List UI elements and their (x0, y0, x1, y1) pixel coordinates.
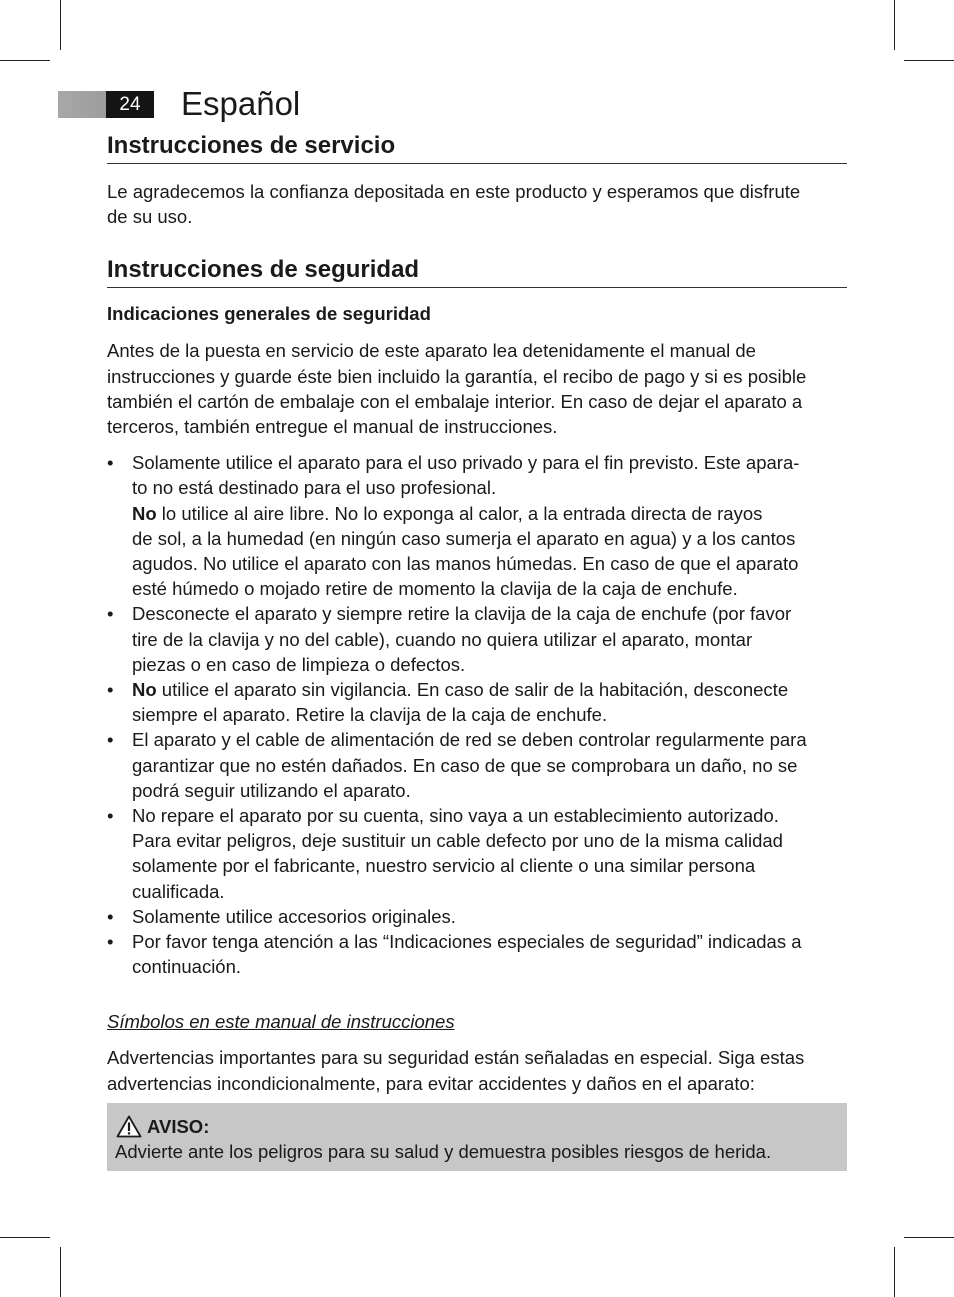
crop-mark (894, 0, 895, 50)
text-line (132, 677, 847, 702)
safety-intro (107, 338, 847, 439)
text-line (132, 954, 847, 979)
emphasis-text: No (132, 502, 157, 524)
text-line (132, 475, 847, 500)
text-line (132, 702, 847, 727)
text-line (132, 753, 847, 778)
language-title: Español (181, 85, 301, 122)
bullet-marker: • (107, 603, 114, 625)
safety-bullet-item (107, 727, 847, 803)
warning-text: Advierte ante los peligros para su salud y demuestra posibles riesgos de herida. (115, 1140, 772, 1162)
warning-box (107, 1103, 847, 1171)
text-line: advertencias incondicionalmente, para evitar accidentes y daños en el aparato: (107, 1072, 755, 1094)
warning-triangle-icon (116, 1115, 142, 1138)
emphasis-text: No (132, 679, 157, 701)
text-line: Antes de la puesta en servicio de este aparato lea detenidamente el manual de (107, 340, 756, 362)
line-text: Desconecte el aparato y siempre retire la clavija de la caja de enchufe (por favor (132, 603, 792, 625)
bullet-marker: • (107, 452, 114, 474)
line-text: continuación. (132, 956, 242, 978)
line-text: utilice el aparato sin vigilancia. En caso de salir de la habitación, desconecte (156, 679, 789, 701)
page-content (107, 128, 847, 1171)
line-text: Solamente utilice el aparato para el uso privado y para el fin previsto. Este apara- (132, 452, 800, 474)
line-text: El aparato y el cable de alimentación de red se deben controlar regularmente para (132, 729, 807, 751)
line-text: tire de la clavija y no del cable), cuando no quiera utilizar el aparato, montar (132, 628, 753, 650)
text-line (132, 652, 847, 677)
line-text: siempre el aparato. Retire la clavija de la caja de enchufe. (132, 704, 608, 726)
bullet-marker: • (107, 905, 114, 927)
bullet-marker: • (107, 931, 114, 953)
crop-mark (0, 1237, 50, 1238)
crop-mark (60, 0, 61, 50)
text-line (132, 904, 847, 929)
line-text: piezas o en caso de limpieza o defectos. (132, 653, 466, 675)
line-text: Solamente utilice accesorios originales. (132, 905, 456, 927)
service-heading: Instrucciones de servicio (107, 131, 847, 164)
safety-subheading: Indicaciones generales de seguridad (107, 303, 431, 325)
page-number: 24 (106, 91, 154, 118)
text-line: Le agradecemos la confianza depositada en este producto y esperamos que disfrute (107, 181, 801, 202)
line-text: cualificada. (132, 880, 225, 902)
line-text: podrá seguir utilizando el aparato. (132, 779, 411, 801)
safety-bullet-item (107, 904, 847, 929)
safety-bullet-item (107, 677, 847, 727)
crop-mark (0, 60, 50, 61)
text-line: de su uso. (107, 206, 193, 228)
safety-bullet-item (107, 929, 847, 979)
text-line (132, 551, 847, 576)
line-text: No repare el aparato por su cuenta, sino vaya a un establecimiento autorizado. (132, 805, 779, 827)
safety-bullet-list (107, 450, 847, 979)
text-line (132, 601, 847, 626)
symbols-paragraph (107, 1045, 847, 1095)
text-line (132, 627, 847, 652)
bullet-marker: • (107, 679, 114, 701)
line-text: Por favor tenga atención a las “Indicaciones especiales de seguridad” indicadas a (132, 931, 802, 953)
bullet-marker: • (107, 805, 114, 827)
text-line: terceros, también entregue el manual de instrucciones. (107, 416, 558, 438)
line-text: agudos. No utilice el aparato con las manos húmedas. En caso de que el aparato (132, 553, 799, 575)
crop-mark (60, 1247, 61, 1297)
text-line (132, 576, 847, 601)
line-text: garantizar que no estén dañados. En caso de que se comprobara un daño, no se (132, 754, 798, 776)
safety-bullet-item (107, 450, 847, 601)
line-text: Para evitar peligros, deje sustituir un cable defecto por uno de la misma calidad (132, 830, 783, 852)
service-intro (107, 179, 847, 229)
symbols-heading: Símbolos en este manual de instrucciones (107, 1011, 455, 1033)
text-line (132, 853, 847, 878)
crop-mark (904, 1237, 954, 1238)
text-line: instrucciones y guarde éste bien incluido la garantía, el recibo de pago y si es posible (107, 365, 807, 387)
line-text: to no está destinado para el uso profesional. (132, 477, 497, 499)
text-line (132, 450, 847, 475)
warning-title (115, 1115, 839, 1139)
line-text: esté húmedo o mojado retire de momento la clavija de la caja de enchufe. (132, 578, 738, 600)
safety-heading: Instrucciones de seguridad (107, 255, 847, 288)
text-line (132, 778, 847, 803)
warning-label: AVISO: (147, 1115, 210, 1137)
text-line (132, 501, 847, 526)
safety-bullet-item (107, 803, 847, 904)
text-line (132, 803, 847, 828)
text-line (132, 727, 847, 752)
line-text: solamente por el fabricante, nuestro servicio al cliente o una similar persona (132, 855, 756, 877)
crop-mark (894, 1247, 895, 1297)
bullet-marker: • (107, 729, 114, 751)
text-line (132, 828, 847, 853)
line-text: de sol, a la humedad (en ningún caso sumerja el aparato en agua) y a los cantos (132, 527, 796, 549)
line-text: lo utilice al aire libre. No lo exponga al calor, a la entrada directa de rayos (156, 502, 763, 524)
text-line (132, 526, 847, 551)
safety-bullet-item (107, 601, 847, 677)
text-line (132, 879, 847, 904)
crop-mark (904, 60, 954, 61)
text-line: también el cartón de embalaje con el embalaje interior. En caso de dejar el aparato a (107, 390, 803, 412)
text-line (132, 929, 847, 954)
text-line: Advertencias importantes para su seguridad están señaladas en especial. Siga estas (107, 1047, 805, 1069)
